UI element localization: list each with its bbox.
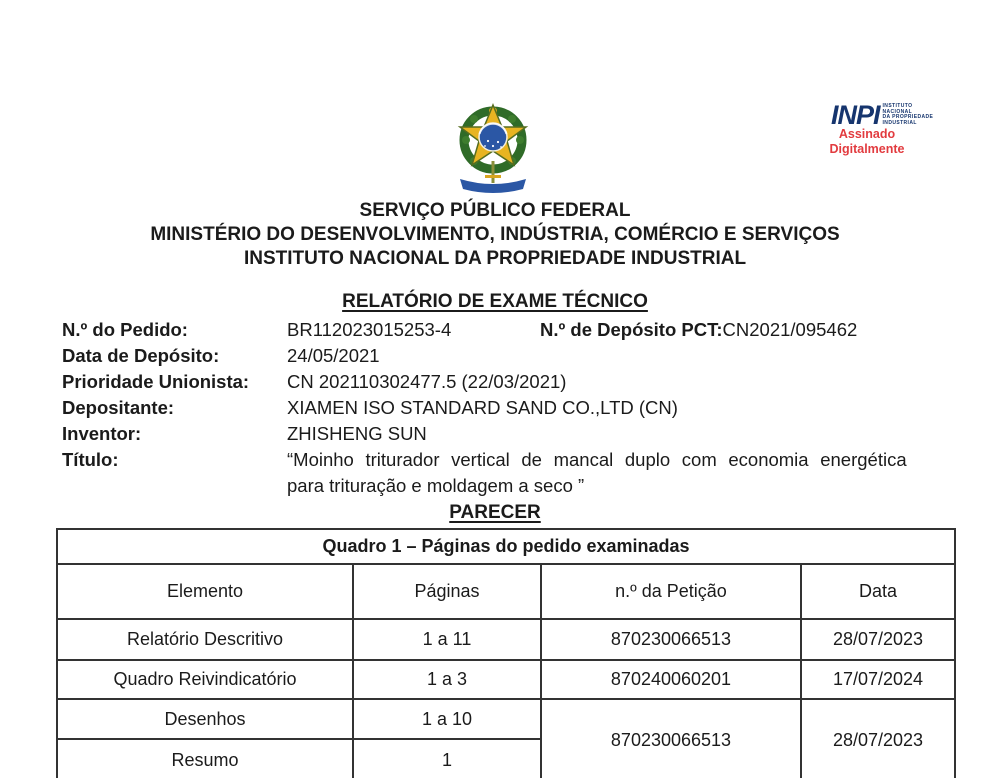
brazil-coat-of-arms-icon [452, 101, 534, 193]
quadro1-table [56, 528, 956, 778]
parecer-heading: PARECER [449, 502, 541, 523]
report-title: RELATÓRIO DE EXAME TÉCNICO [342, 291, 648, 312]
cell-elemento: Desenhos [57, 699, 353, 739]
deposito-value: 24/05/2021 [287, 345, 380, 366]
table-row [57, 660, 955, 699]
inpi-subtext-line: INSTITUTO [882, 103, 913, 109]
cell-peticao-merged: 870230066513 [541, 699, 801, 778]
inpi-subtext-line: DA PROPRIEDADE [882, 114, 934, 120]
cell-paginas: 1 a 3 [353, 660, 541, 699]
cell-data-merged: 28/07/2023 [801, 699, 955, 778]
prioridade-value: CN 202110302477.5 (22/03/2021) [287, 371, 567, 392]
cell-data: 17/07/2024 [801, 660, 955, 699]
inventor-label: Inventor: [62, 423, 142, 444]
cell-paginas: 1 [353, 739, 541, 778]
cell-peticao: 870240060201 [541, 660, 801, 699]
field-row-pedido [0, 318, 1006, 342]
cell-paginas: 1 a 11 [353, 619, 541, 660]
cell-paginas: 1 a 10 [353, 699, 541, 739]
table-row [57, 619, 955, 660]
col-header-data: Data [801, 564, 955, 619]
field-row-titulo [0, 448, 1006, 472]
inpi-logo-subtext [883, 104, 934, 126]
pedido-label: N.º do Pedido: [62, 319, 188, 340]
deposito-label: Data de Depósito: [62, 345, 220, 366]
digitally-signed-badge [812, 127, 922, 157]
inventor-value: ZHISHENG SUN [287, 423, 427, 444]
cell-elemento: Quadro Reivindicatório [57, 660, 353, 699]
header-ministerio: MINISTÉRIO DO DESENVOLVIMENTO, INDÚSTRIA, COMÉRCIO E SERVIÇOS [150, 224, 840, 245]
field-row-inventor [0, 422, 1006, 446]
signed-line2: Digitalmente [829, 142, 905, 156]
titulo-value-line2: para trituração e moldagem a seco ” [287, 475, 585, 496]
inpi-subtext-line: NACIONAL [882, 108, 913, 115]
depositante-value: XIAMEN ISO STANDARD SAND CO.,LTD (CN) [287, 397, 678, 418]
depositante-label: Depositante: [62, 397, 175, 418]
field-row-deposito [0, 344, 1006, 368]
inpi-logo-text: INPI [831, 100, 880, 130]
table-caption: Quadro 1 – Páginas do pedido examinadas [57, 529, 955, 564]
prioridade-label: Prioridade Unionista: [62, 371, 250, 392]
inpi-subtext-line: INDUSTRIAL [882, 119, 917, 126]
signed-line1: Assinado [838, 127, 896, 141]
pct-value: CN2021/095462 [722, 319, 858, 340]
col-header-paginas: Páginas [353, 564, 541, 619]
pct-field [540, 318, 857, 341]
field-row-titulo-cont [0, 474, 1006, 498]
cell-peticao: 870230066513 [541, 619, 801, 660]
table-row [57, 699, 955, 739]
pct-label: N.º de Depósito PCT: [540, 319, 723, 340]
titulo-value-line1: “Moinho triturador vertical de mancal duplo com economia energética [287, 449, 907, 470]
cell-elemento: Resumo [57, 739, 353, 778]
cell-elemento: Relatório Descritivo [57, 619, 353, 660]
field-row-prioridade [0, 370, 1006, 394]
cell-data: 28/07/2023 [801, 619, 955, 660]
header-instituto: INSTITUTO NACIONAL DA PROPRIEDADE INDUSTRIAL [243, 248, 747, 269]
titulo-label: Título: [62, 449, 119, 470]
field-row-depositante [0, 396, 1006, 420]
col-header-peticao: n.º da Petição [541, 564, 801, 619]
col-header-elemento: Elemento [57, 564, 353, 619]
header-servico-publico: SERVIÇO PÚBLICO FEDERAL [359, 200, 631, 221]
pedido-value: BR112023015253-4 [287, 319, 452, 340]
inpi-logo [831, 100, 961, 130]
